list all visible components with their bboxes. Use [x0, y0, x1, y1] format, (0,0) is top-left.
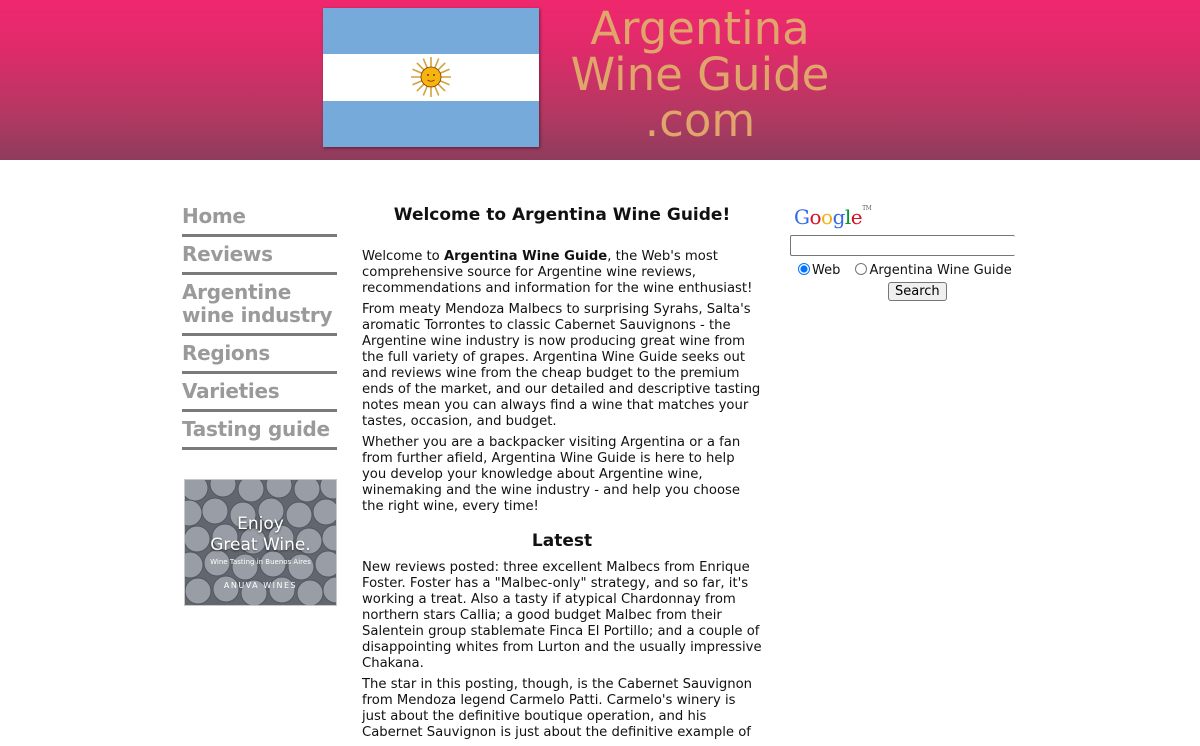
ad-brand: ANUVA WINES [223, 581, 298, 590]
ad-subtitle: Wine Tasting in Buenos Aires [210, 558, 311, 566]
sun-of-may-icon [410, 56, 452, 98]
radio-web-label[interactable]: Web [812, 263, 841, 278]
nav-varieties[interactable]: Varieties [182, 374, 337, 412]
radio-site-label[interactable]: Argentina Wine Guide [869, 263, 1012, 278]
intro-paragraph-3: Whether you are a backpacker visiting Argentina or a fan from further afield, Argentina Wine Guide is here to help you develop your knowledge about Argentine wine, winemaking and the wine industry - and help you choose the right wine, every time! [362, 435, 741, 514]
page-title: Welcome to Argentina Wine Guide! [393, 205, 731, 225]
nav-regions[interactable]: Regions [182, 336, 337, 374]
ad-headline-2: Great Wine. [210, 535, 311, 555]
latest-heading: Latest [531, 531, 593, 551]
anuva-wines-ad[interactable] [184, 479, 337, 606]
radio-web[interactable] [798, 263, 810, 275]
google-logo[interactable]: Google™ [794, 205, 872, 229]
trademark-mark: TM [862, 205, 872, 212]
google-search-box [790, 205, 1015, 301]
latest-paragraph-2: The star in this posting, though, is the Cabernet Sauvignon from Mendoza legend Carmelo Patti. Carmelo's winery is just about the definitive boutique operation, and his Cabernet Sauvignon is just about the definitive example of [362, 677, 753, 740]
nav-tasting-guide[interactable]: Tasting guide [182, 412, 337, 450]
search-input[interactable] [790, 235, 1015, 256]
logo-line-1: Argentina [590, 2, 810, 55]
argentina-flag [323, 8, 539, 147]
search-button[interactable]: Search [888, 282, 947, 301]
site-header [0, 0, 1200, 160]
radio-site[interactable] [855, 263, 867, 275]
nav-home[interactable]: Home [182, 200, 337, 237]
logo-line-3: .com [644, 94, 756, 147]
nav-argentine-wine-industry[interactable]: Argentine wine industry [182, 275, 337, 336]
main-nav [182, 200, 337, 450]
ad-headline-1: Enjoy [237, 514, 284, 534]
main-content [362, 204, 762, 746]
logo-line-2: Wine Guide [570, 48, 830, 101]
site-logo[interactable] [555, 2, 845, 147]
intro-paragraph-2: From meaty Mendoza Malbecs to surprising Syrahs, Salta's aromatic Torrontes to classic Cabernet Sauvignons - the Argentine wine industry is now producing great wine from the full variety of grapes. Argentina Wine Guide seeks out and reviews wine from the cheap budget to the premium ends of the market, and our detailed and descriptive tasting notes mean you can always find a wine that matches your tastes, occasion, and budget. [362, 302, 761, 429]
site-name-bold: Argentina Wine Guide [443, 249, 608, 264]
nav-reviews[interactable]: Reviews [182, 237, 337, 275]
search-scope-options [790, 263, 1015, 278]
intro-paragraph: Welcome to Argentina Wine Guide, the Web's most comprehensive source for Argentine wine reviews, recommendations and information for the wine enthusiast! [362, 249, 753, 296]
latest-paragraph-1: New reviews posted: three excellent Malbecs from Enrique Foster. Foster has a "Malbec-only" strategy, and so far, it's working a treat. Also a tasty if atypical Chardonnay from northern stars Callia; a good budget Malbec from their Salentein group stablemate Finca El Portillo; and a couple of disappointing whites from Lurton and the usually impressive Chakana. [362, 560, 762, 671]
